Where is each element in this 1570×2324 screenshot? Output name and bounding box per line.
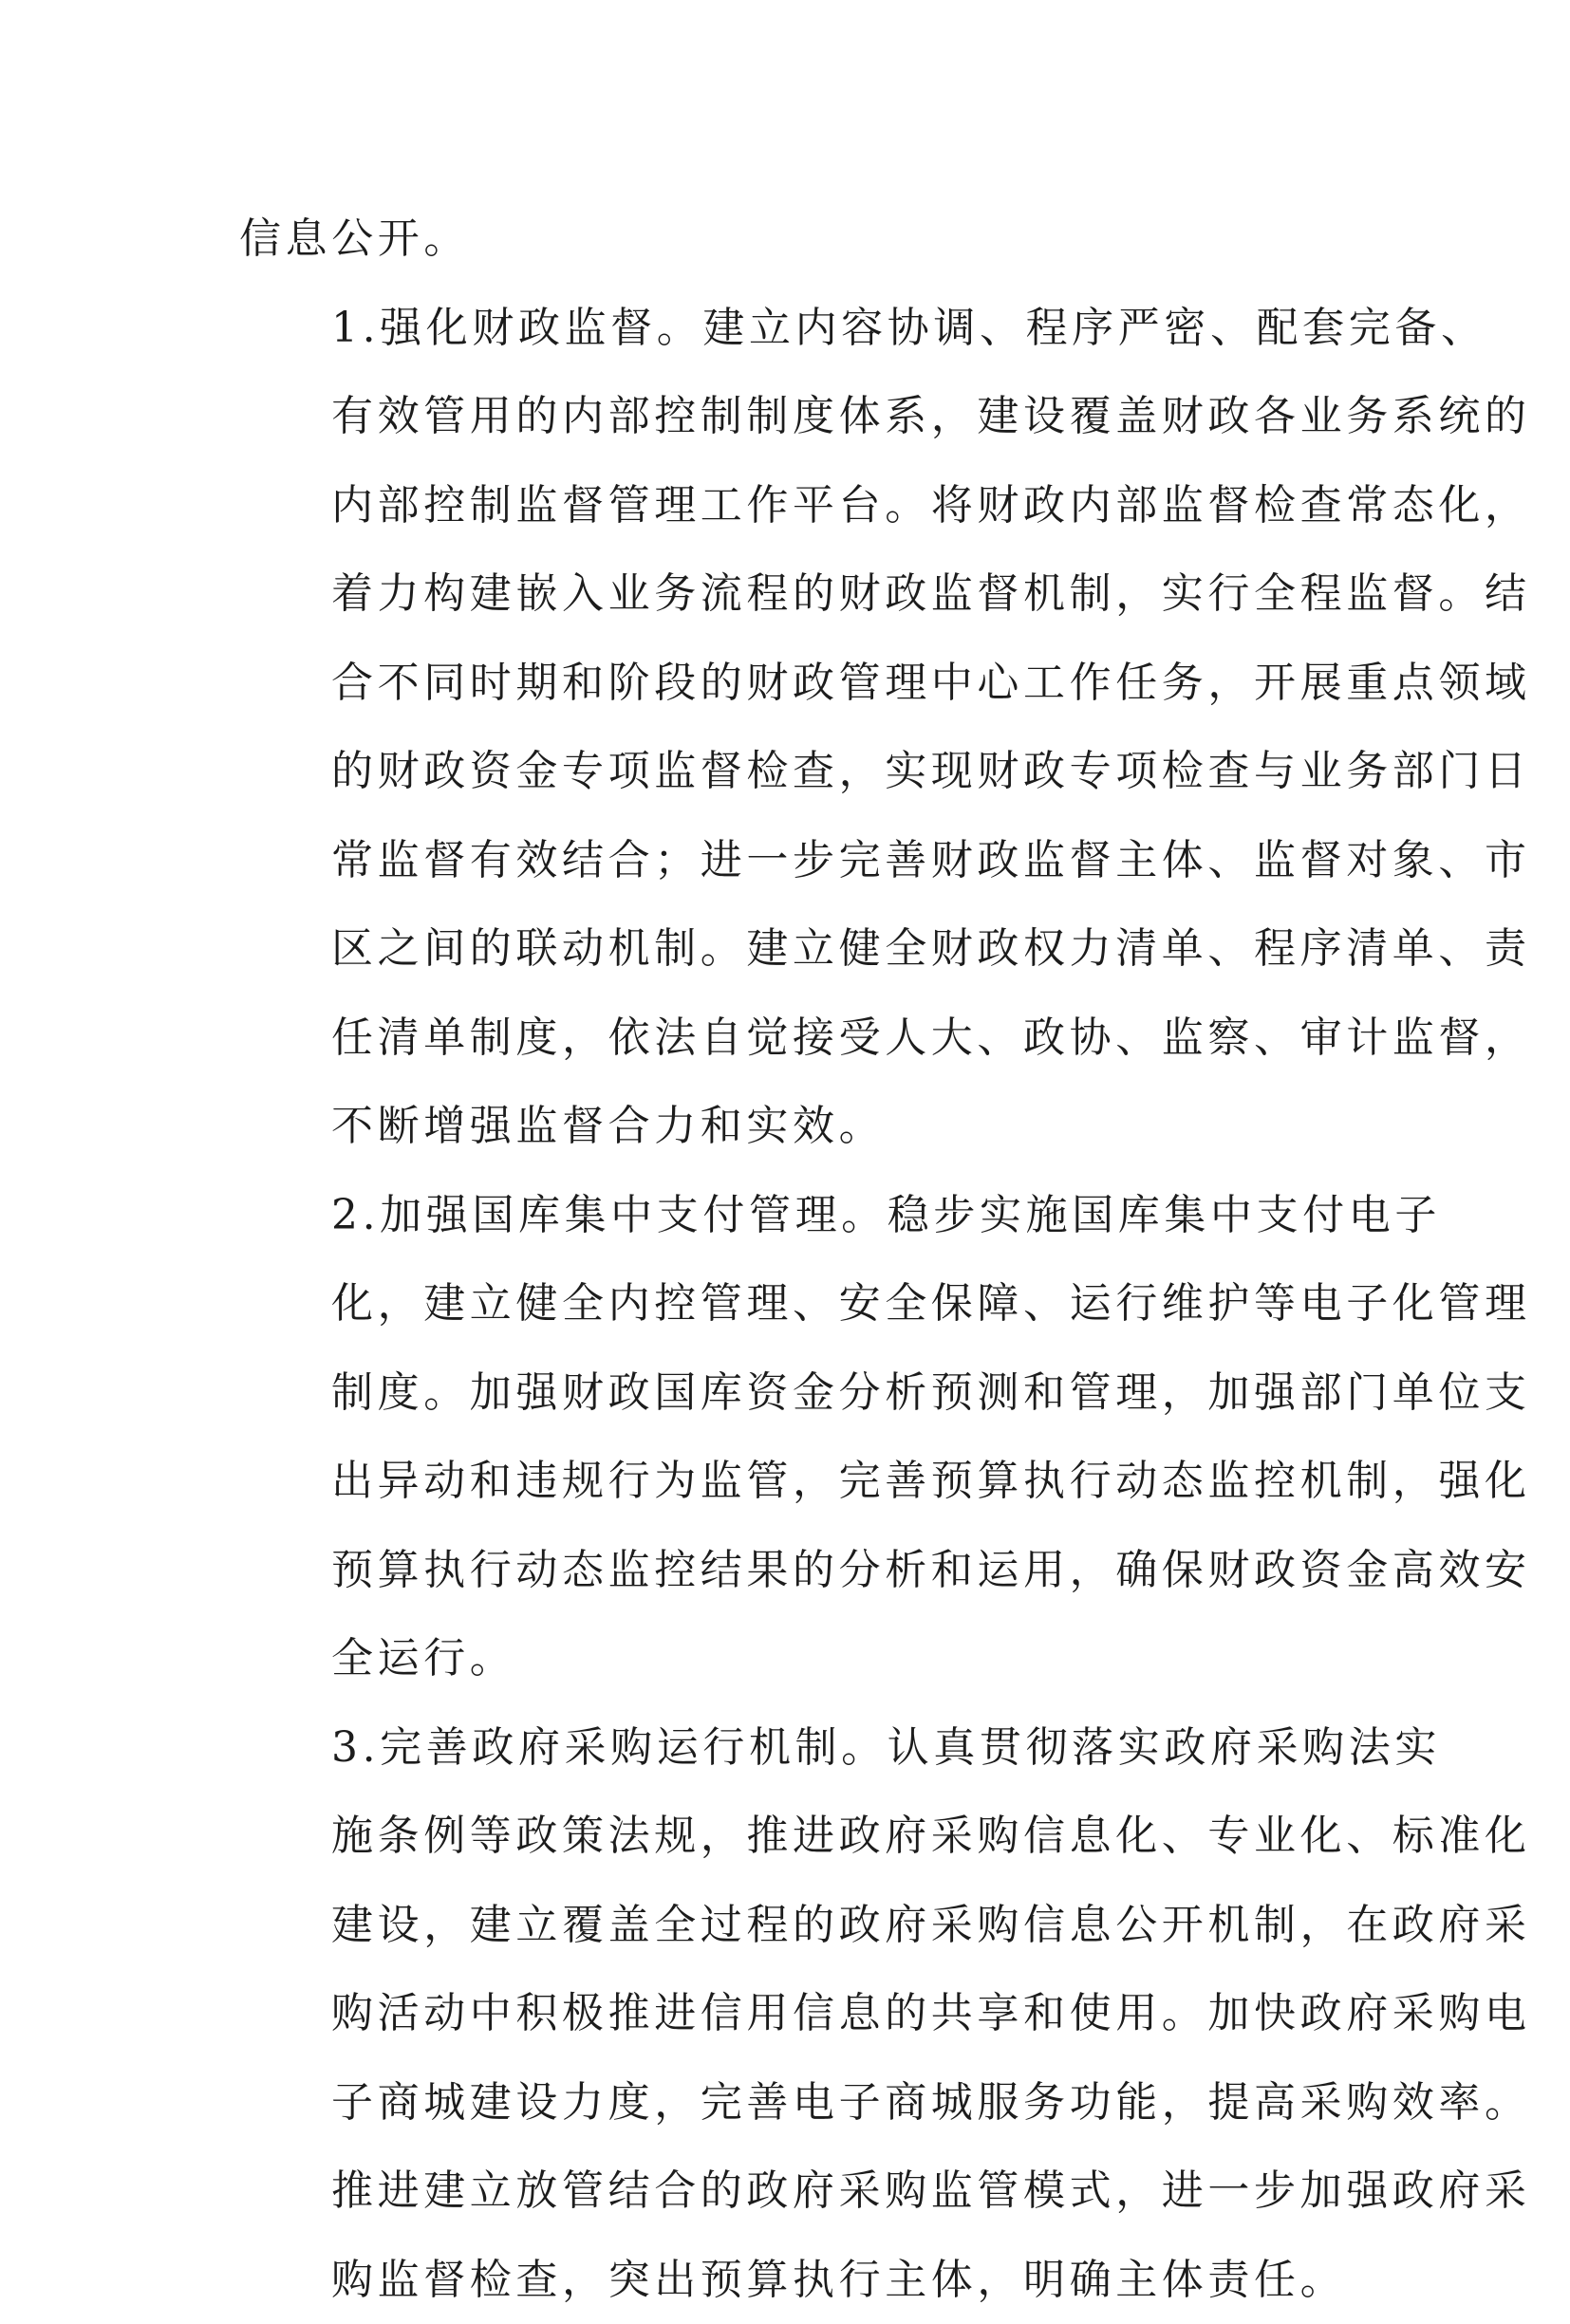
text-line: 推进建立放管结合的政府采购监管模式，进一步加强政府采 bbox=[239, 2147, 1336, 2236]
text-line: 区之间的联动机制。建立健全财政权力清单、程序清单、责 bbox=[239, 904, 1336, 994]
text-line: 任清单制度，依法自觉接受人大、政协、监察、审计监督， bbox=[239, 994, 1336, 1083]
text-line: 全运行。 bbox=[239, 1614, 1336, 1703]
text-line: 着力构建嵌入业务流程的财政监督机制，实行全程监督。结 bbox=[239, 549, 1336, 639]
text-line: 1.强化财政监督。建立内容协调、程序严密、配套完备、 bbox=[239, 284, 1336, 373]
text-line: 2.加强国库集中支付管理。稳步实施国库集中支付电子 bbox=[239, 1171, 1336, 1260]
paragraph-strengthen-fiscal-supervision bbox=[239, 284, 1336, 1171]
text-line: 不断增强监督合力和实效。 bbox=[239, 1082, 1336, 1171]
text-line: 制度。加强财政国库资金分析预测和管理，加强部门单位支 bbox=[239, 1348, 1336, 1438]
text-line: 子商城建设力度，完善电子商城服务功能，提高采购效率。 bbox=[239, 2058, 1336, 2147]
text-line: 建设，建立覆盖全过程的政府采购信息公开机制，在政府采 bbox=[239, 1881, 1336, 1970]
text-line: 购活动中积极推进信用信息的共享和使用。加快政府采购电 bbox=[239, 1969, 1336, 2058]
text-line: 3.完善政府采购运行机制。认真贯彻落实政府采购法实 bbox=[239, 1703, 1336, 1793]
text-line: 化，建立健全内控管理、安全保障、运行维护等电子化管理 bbox=[239, 1259, 1336, 1348]
text-line: 常监督有效结合；进一步完善财政监督主体、监督对象、市 bbox=[239, 816, 1336, 905]
document-page bbox=[239, 195, 1336, 2324]
text-line: 内部控制监督管理工作平台。将财政内部监督检查常态化， bbox=[239, 461, 1336, 550]
text-line: 出异动和违规行为监管，完善预算执行动态监控机制，强化 bbox=[239, 1437, 1336, 1526]
paragraph-government-procurement bbox=[239, 1703, 1336, 2324]
text-line: 预算执行动态监控结果的分析和运用，确保财政资金高效安 bbox=[239, 1526, 1336, 1615]
text-line: 施条例等政策法规，推进政府采购信息化、专业化、标准化 bbox=[239, 1792, 1336, 1881]
paragraph-treasury-payment-management bbox=[239, 1171, 1336, 1703]
text-line: 合不同时期和阶段的财政管理中心工作任务，开展重点领域 bbox=[239, 639, 1336, 728]
paragraph-continuation bbox=[239, 195, 1336, 284]
text-line: 的财政资金专项监督检查，实现财政专项检查与业务部门日 bbox=[239, 727, 1336, 816]
text-line: 信息公开。 bbox=[239, 195, 1336, 284]
text-line: 购监督检查，突出预算执行主体，明确主体责任。 bbox=[239, 2236, 1336, 2324]
text-line: 有效管用的内部控制制度体系，建设覆盖财政各业务系统的 bbox=[239, 372, 1336, 461]
